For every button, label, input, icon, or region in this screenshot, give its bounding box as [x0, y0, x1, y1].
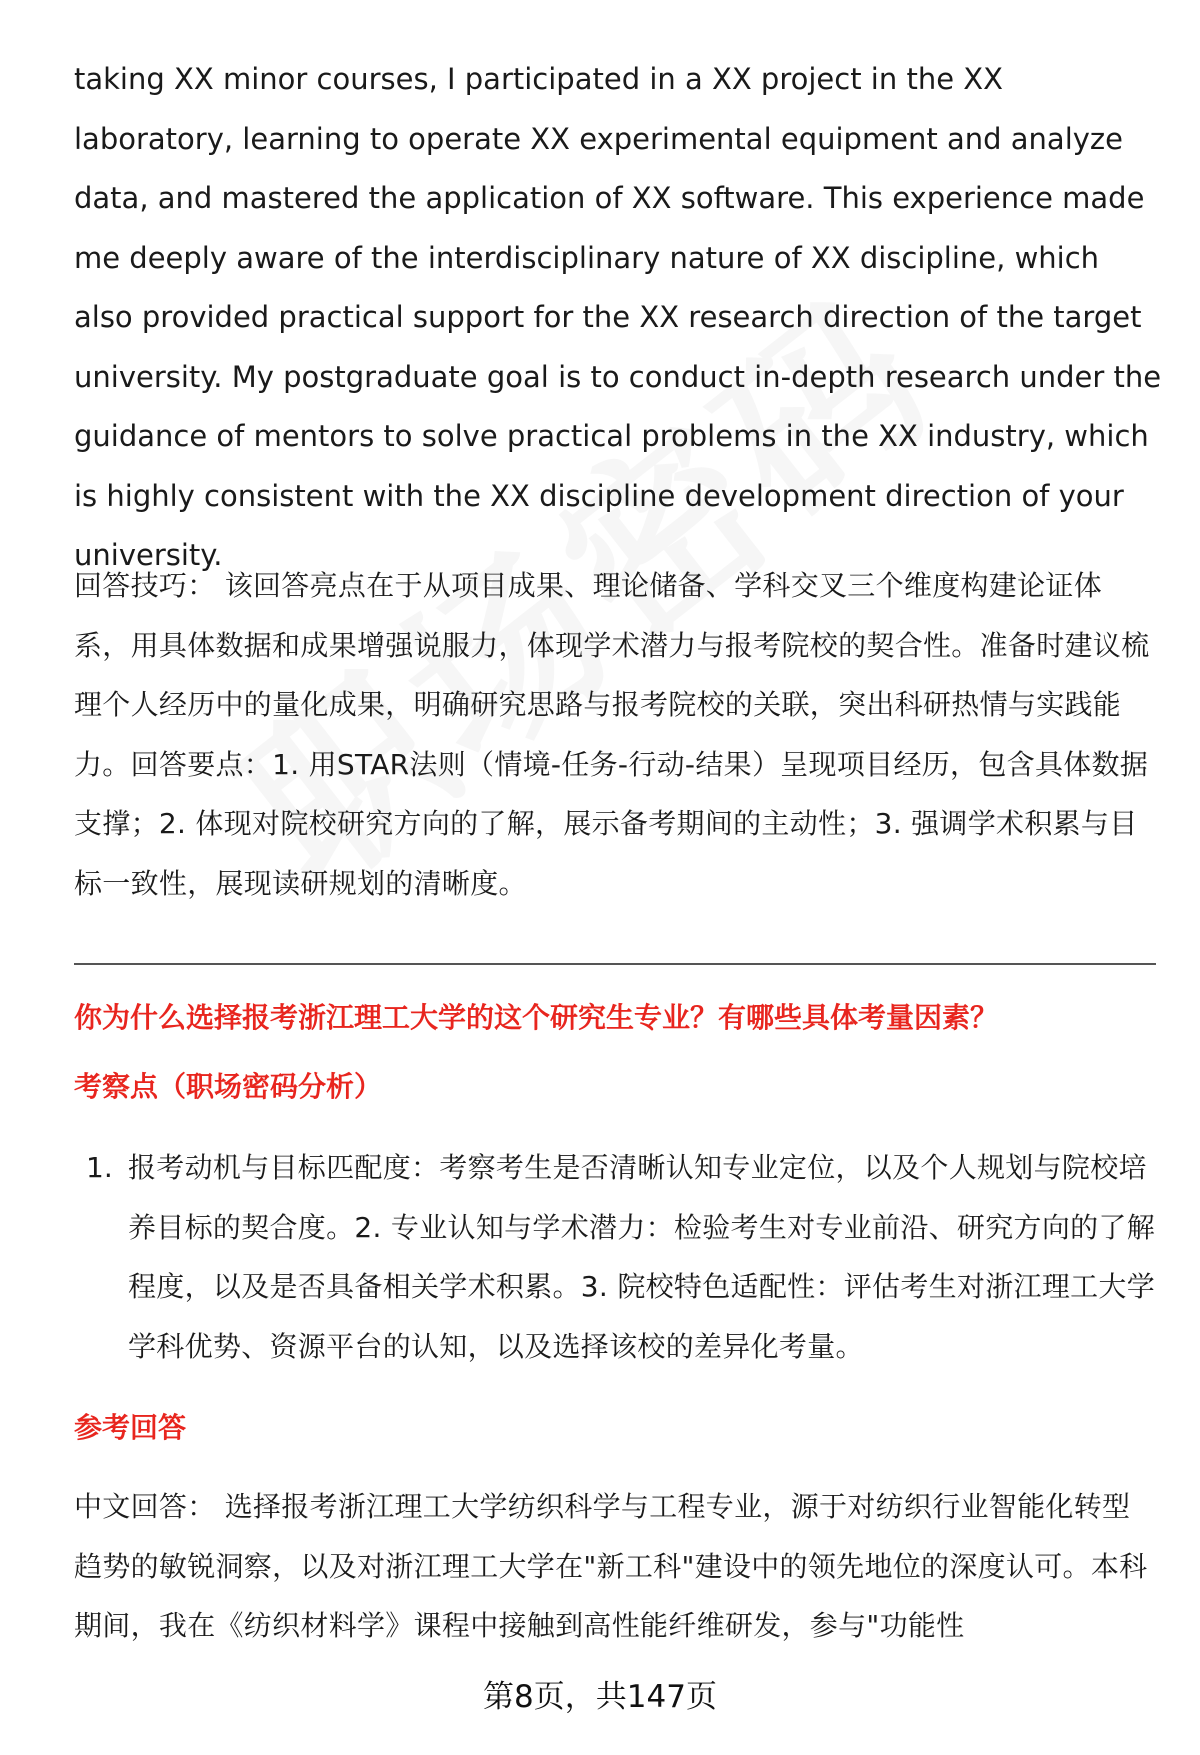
list-item: [86, 1138, 1156, 1376]
section-divider: [74, 963, 1156, 965]
reference-answer-heading: 参考回答: [74, 1411, 187, 1444]
chinese-answer-paragraph: 中文回答： 选择报考浙江理工大学纺织科学与工程专业，源于对纺织行业智能化转型趋势的敏锐洞察，以及对浙江理工大学在"新工科"建设中的领先地位的深度认可。本科期间，我在《纺织材料学》课程中接触到高性能纤维研发，参与"功能性: [74, 1490, 1148, 1642]
assessment-heading: 考察点（职场密码分析）: [74, 1070, 383, 1103]
list-item-text: 报考动机与目标匹配度：考察考生是否清晰认知专业定位，以及个人规划与院校培养目标的契合度。2. 专业认知与学术潜力：检验考生对专业前沿、研究方向的了解程度，以及是否具备相关学术积累。3. 院校特色适配性：评估考生对浙江理工大学学科优势、资源平台的认知，以及选择该校的差异化考量。: [128, 1151, 1156, 1363]
page-footer: 第8页，共147页: [483, 1679, 717, 1715]
question-heading: 你为什么选择报考浙江理工大学的这个研究生专业？有哪些具体考量因素？: [74, 1001, 999, 1034]
answer-tips-paragraph: 回答技巧： 该回答亮点在于从项目成果、理论储备、学科交叉三个维度构建论证体系，用具体数据和成果增强说服力，体现学术潜力与报考院校的契合性。准备时建议梳理个人经历中的量化成果，明确研究思路与报考院校的关联，突出科研热情与实践能力。回答要点：1. 用STAR法则（情境-任务-行动-结果）呈现项目经历，包含具体数据支撑；2. 体现对院校研究方向的了解，展示备考期间的主动性；3. 强调学术积累与目标一致性，展现读研规划的清晰度。: [74, 569, 1150, 900]
assessment-list: [86, 1138, 1156, 1376]
list-item-number: 1.: [86, 1151, 113, 1184]
english-answer-paragraph: taking XX minor courses, I participated in a XX project in the XX laboratory, learning to operate XX experimental equipment and analyze data, and mastered the application of XX software. This experience made me deeply aware of the interdisciplinary nature of XX discipline, which also provided practical support for the XX research direction of the target university. My postgraduate goal is to conduct in-depth research under the guidance of mentors to solve practical problems in the XX industry, which is highly consistent with the XX discipline development direction of your university.: [74, 62, 1162, 572]
